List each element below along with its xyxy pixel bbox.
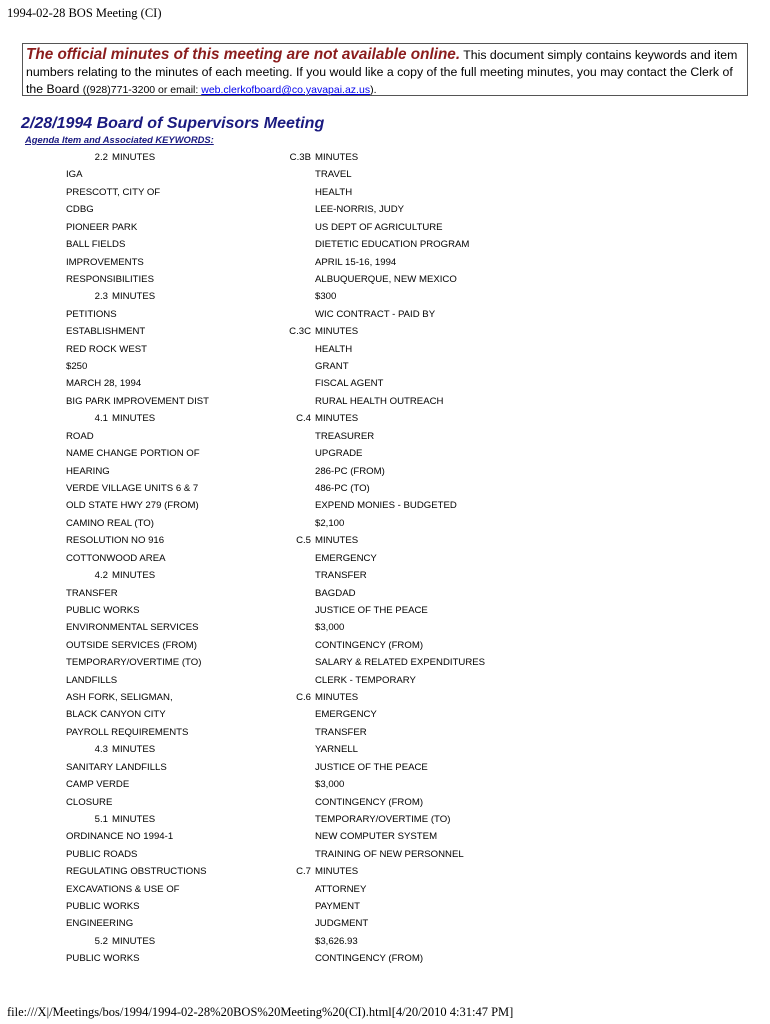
keyword-row (0, 497, 770, 514)
keyword: NEW COMPUTER SYSTEM (315, 831, 438, 843)
notice-contact-end: ). (370, 84, 377, 96)
keyword-row (0, 811, 770, 828)
agenda-item-label: MINUTES (112, 570, 156, 582)
keyword: REGULATING OBSTRUCTIONS (66, 866, 207, 878)
keyword: ENVIRONMENTAL SERVICES (66, 622, 199, 634)
keyword-row (0, 602, 770, 619)
keyword: TRANSFER (315, 570, 367, 582)
keyword: OLD STATE HWY 279 (FROM) (66, 500, 199, 512)
keyword-row (0, 201, 770, 218)
keyword-row (0, 410, 770, 427)
keyword: IMPROVEMENTS (66, 256, 144, 268)
keyword: ENGINEERING (66, 918, 134, 930)
agenda-item-label: MINUTES (315, 692, 359, 704)
agenda-item-label: MINUTES (112, 744, 156, 756)
keyword-row (0, 463, 770, 480)
keyword-row (0, 724, 770, 741)
keyword-row (0, 654, 770, 671)
agenda-item-code: 4.3 (94, 744, 108, 756)
keyword-row (0, 898, 770, 915)
agenda-item-code: C.4 (296, 413, 311, 425)
keyword: FISCAL AGENT (315, 378, 384, 390)
keyword: US DEPT OF AGRICULTURE (315, 221, 443, 233)
keyword: VERDE VILLAGE UNITS 6 & 7 (66, 482, 199, 494)
keyword: RESPONSIBILITIES (66, 273, 154, 285)
keyword: BAGDAD (315, 587, 356, 599)
keyword: TEMPORARY/OVERTIME (TO) (315, 813, 451, 825)
keyword-row (0, 306, 770, 323)
keyword-row (0, 585, 770, 602)
keyword-row (0, 706, 770, 723)
meeting-title: 2/28/1994 Board of Supervisors Meeting (21, 115, 325, 132)
page-footer: file:///X|/Meetings/bos/1994/1994-02-28%20BOS%20Meeting%20(CI).html[4/20/2010 4:31:47 PM] (7, 1005, 514, 1019)
keyword-row (0, 288, 770, 305)
agenda-item-code: C.5 (296, 535, 311, 547)
keyword-row (0, 445, 770, 462)
keyword-row (0, 933, 770, 950)
agenda-item-label: MINUTES (112, 291, 156, 303)
keyword-row (0, 323, 770, 340)
keyword: PAYROLL REQUIREMENTS (66, 726, 189, 738)
keyword: TREASURER (315, 430, 375, 442)
keyword: RURAL HEALTH OUTREACH (315, 395, 444, 407)
keyword: EXPEND MONIES - BUDGETED (315, 500, 457, 512)
keyword: ALBUQUERQUE, NEW MEXICO (315, 273, 457, 285)
page-header: 1994-02-28 BOS Meeting (CI) (7, 6, 162, 20)
notice-contact: ((928)771-3200 or email: (82, 84, 202, 96)
keyword: NAME CHANGE PORTION OF (66, 448, 200, 460)
keyword-row (0, 863, 770, 880)
keyword-row (0, 689, 770, 706)
keyword: JUDGMENT (315, 918, 369, 930)
keyword: $3,000 (315, 779, 345, 791)
keyword: $3,626.93 (315, 935, 358, 947)
keyword: TRANSFER (315, 726, 367, 738)
keyword: CDBG (66, 204, 94, 216)
keyword: BLACK CANYON CITY (66, 709, 166, 721)
agenda-item-code: C.6 (296, 692, 311, 704)
keyword: HEALTH (315, 186, 353, 198)
keyword: JUSTICE OF THE PEACE (315, 604, 428, 616)
keyword-row (0, 341, 770, 358)
keyword-row (0, 759, 770, 776)
keyword: GRANT (315, 361, 349, 373)
keyword: HEARING (66, 465, 110, 477)
keyword: $300 (315, 291, 337, 303)
keyword: UPGRADE (315, 448, 363, 460)
keyword: ROAD (66, 430, 94, 442)
keyword: 486-PC (TO) (315, 482, 370, 494)
keyword: SALARY & RELATED EXPENDITURES (315, 657, 486, 669)
keyword: PAYMENT (315, 901, 360, 913)
keyword: YARNELL (315, 744, 359, 756)
agenda-item-code: 4.2 (94, 570, 108, 582)
keyword: TEMPORARY/OVERTIME (TO) (66, 657, 202, 669)
agenda-header: Agenda Item and Associated KEYWORDS: (25, 134, 214, 145)
keyword-row (0, 741, 770, 758)
agenda-item-code: C.3B (289, 152, 311, 163)
keyword: ORDINANCE NO 1994-1 (66, 831, 174, 843)
keyword: PUBLIC WORKS (66, 901, 140, 913)
keyword: CONTINGENCY (FROM) (315, 796, 424, 808)
keyword: CAMP VERDE (66, 779, 130, 791)
agenda-item-label: MINUTES (112, 413, 156, 425)
keyword: RESOLUTION NO 916 (66, 535, 165, 547)
keyword: MARCH 28, 1994 (66, 378, 142, 390)
keyword-row (0, 515, 770, 532)
keyword-row (0, 950, 770, 967)
keyword: HEALTH (315, 343, 353, 355)
keyword-row (0, 166, 770, 183)
keyword: IGA (66, 169, 83, 181)
keyword: EMERGENCY (315, 709, 377, 721)
keyword-row (0, 480, 770, 497)
keyword: ESTABLISHMENT (66, 326, 146, 338)
keyword-row (0, 358, 770, 375)
keyword: JUSTICE OF THE PEACE (315, 761, 428, 773)
keyword: DIETETIC EDUCATION PROGRAM (315, 239, 470, 251)
keyword: EMERGENCY (315, 552, 377, 564)
keyword-row (0, 567, 770, 584)
keyword: CAMINO REAL (TO) (66, 517, 154, 529)
keyword: ATTORNEY (315, 883, 367, 895)
agenda-item-label: MINUTES (315, 326, 359, 338)
keyword-row (0, 915, 770, 932)
agenda-item-label: MINUTES (315, 535, 359, 547)
keyword: $2,100 (315, 517, 345, 529)
keyword: LEE-NORRIS, JUDY (315, 204, 405, 216)
keyword: PUBLIC ROADS (66, 848, 138, 860)
keyword-row (0, 828, 770, 845)
keyword-row (0, 846, 770, 863)
keyword-row (0, 219, 770, 236)
notice-body: This document simply contains keywords and item numbers relating to the minutes of each meeting. If you would like a copy of the full meeting minutes, you may contact the Clerk of the Board (26, 48, 738, 96)
keyword: PUBLIC WORKS (66, 604, 140, 616)
keyword-row (0, 271, 770, 288)
keyword-row (0, 428, 770, 445)
keyword: COTTONWOOD AREA (66, 552, 166, 564)
agenda-item-label: MINUTES (112, 935, 156, 947)
agenda-item-label: MINUTES (112, 152, 156, 163)
keyword: CONTINGENCY (FROM) (315, 953, 424, 965)
keyword: $250 (66, 361, 88, 373)
keyword: APRIL 15-16, 1994 (315, 256, 397, 268)
keyword: WIC CONTRACT - PAID BY (315, 308, 436, 320)
agenda-item-code: 4.1 (94, 413, 108, 425)
agenda-item-code: 5.2 (94, 935, 108, 947)
keyword-row (0, 532, 770, 549)
agenda-item-label: MINUTES (315, 413, 359, 425)
keyword: BIG PARK IMPROVEMENT DIST (66, 395, 210, 407)
agenda-item-label: MINUTES (112, 813, 156, 825)
agenda-item-label: MINUTES (315, 152, 359, 163)
keyword-row (0, 881, 770, 898)
keyword: ASH FORK, SELIGMAN, (66, 692, 173, 704)
keyword: PRESCOTT, CITY OF (66, 186, 161, 198)
keyword: CLERK - TEMPORARY (315, 674, 416, 686)
keyword-row (0, 254, 770, 271)
keyword-row (0, 550, 770, 567)
keyword: $3,000 (315, 622, 345, 634)
keyword: BALL FIELDS (66, 239, 126, 251)
clerk-email-link[interactable]: web.clerkofboard@co.yavapai.az.us (201, 84, 371, 96)
keyword-row (0, 672, 770, 689)
agenda-item-code: 5.1 (94, 813, 108, 825)
keyword: PIONEER PARK (66, 221, 138, 233)
keyword-row (0, 236, 770, 253)
keyword-row (0, 776, 770, 793)
keyword-row (0, 149, 770, 166)
keyword: PUBLIC WORKS (66, 953, 140, 965)
keyword-row (0, 619, 770, 636)
keyword: CLOSURE (66, 796, 113, 808)
keyword: CONTINGENCY (FROM) (315, 639, 424, 651)
keyword: TRANSFER (66, 587, 118, 599)
keyword-row (0, 375, 770, 392)
agenda-item-code: 2.3 (94, 291, 108, 303)
keyword-row (0, 794, 770, 811)
keyword: OUTSIDE SERVICES (FROM) (66, 639, 197, 651)
keyword: SANITARY LANDFILLS (66, 761, 167, 773)
keyword-row (0, 637, 770, 654)
agenda-item-label: MINUTES (315, 866, 359, 878)
notice-box (22, 43, 748, 96)
notice-lead: The official minutes of this meeting are not available online. (26, 46, 461, 63)
keyword-row (0, 184, 770, 201)
keyword: TRAINING OF NEW PERSONNEL (315, 848, 464, 860)
agenda-item-code: 2.2 (94, 152, 108, 163)
keyword: LANDFILLS (66, 674, 118, 686)
keyword: PETITIONS (66, 308, 117, 320)
keyword: EXCAVATIONS & USE OF (66, 883, 180, 895)
agenda-item-code: C.3C (289, 326, 311, 338)
keyword: TRAVEL (315, 169, 352, 181)
keyword: 286-PC (FROM) (315, 465, 385, 477)
agenda-item-code: C.7 (296, 866, 311, 878)
keyword-row (0, 393, 770, 410)
keyword: RED ROCK WEST (66, 343, 148, 355)
